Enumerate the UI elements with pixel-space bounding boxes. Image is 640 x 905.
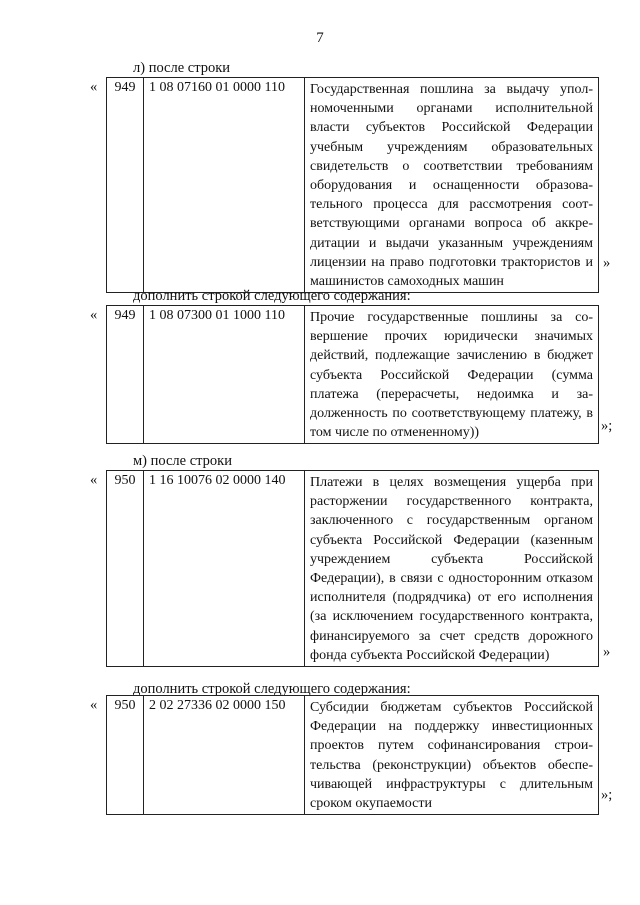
budget-code-cell: 1 08 07160 01 0000 110 (144, 78, 305, 293)
block-caption: дополнить строкой следующего содержания: (133, 681, 411, 697)
page-number: 7 (316, 30, 324, 46)
close-quote: » (603, 255, 611, 271)
close-quote: » (603, 644, 611, 660)
budget-code-cell: 2 02 27336 02 0000 150 (144, 696, 305, 815)
open-quote: « (90, 307, 98, 323)
table-row (107, 696, 599, 815)
block-caption: л) после строки (133, 60, 231, 76)
revenue-code-table (106, 305, 599, 444)
revenue-name-cell: Государственная пошлина за выдачу уполномоченными органами исполнительной власти субъектов Российской Федерации учебным учреждениям образовательных свидетельств о соответствии требованиям оборудования и оснащенности образовательного процесса для рассмотрения соответствующими органами вопроса об аккредитации и выдачи указанным учреждениям лицензии на право подготовки трактористов и машинистов самоходных машин (305, 78, 599, 293)
close-quote: »; (601, 787, 613, 803)
admin-code-cell: 949 (107, 306, 144, 444)
revenue-code-table (106, 77, 599, 293)
revenue-name-cell: Прочие государственные пошлины за совершение прочих юридически значимых действий, подлежащие зачислению в бюджет субъекта Российской Федерации (сумма платежа (перерасчеты, недоимка и задолженность по соответствующему платежу, в том числе по отмененному)) (305, 306, 599, 444)
block-caption: м) после строки (133, 453, 232, 469)
budget-code-cell: 1 08 07300 01 1000 110 (144, 306, 305, 444)
budget-code-cell: 1 16 10076 02 0000 140 (144, 471, 305, 667)
revenue-name-cell: Платежи в целях возмещения ущерба при расторжении государственного контракта, заключенного с государственным органом субъекта Российской Федерации (казенным учреждением субъекта Российской Федерации), в связи с односторонним отказом исполнителя (подрядчика) от его исполнения (за исключением государственного контракта, финансируемого за счет средств дорожного фонда субъекта Российской Федерации) (305, 471, 599, 667)
revenue-code-table (106, 695, 599, 815)
table-row (107, 78, 599, 293)
close-quote: »; (601, 418, 613, 434)
revenue-name-cell: Субсидии бюджетам субъектов Российской Федерации на поддержку инвестиционных проектов путем софинансирования строительства (реконструкции) объектов обеспечивающей инфраструктуры с длительным сроком окупаемости (305, 696, 599, 815)
open-quote: « (90, 472, 98, 488)
admin-code-cell: 949 (107, 78, 144, 293)
open-quote: « (90, 79, 98, 95)
table-row (107, 471, 599, 667)
admin-code-cell: 950 (107, 471, 144, 667)
admin-code-cell: 950 (107, 696, 144, 815)
table-row (107, 306, 599, 444)
block-caption: дополнить строкой следующего содержания: (133, 288, 411, 304)
revenue-code-table (106, 470, 599, 667)
open-quote: « (90, 697, 98, 713)
